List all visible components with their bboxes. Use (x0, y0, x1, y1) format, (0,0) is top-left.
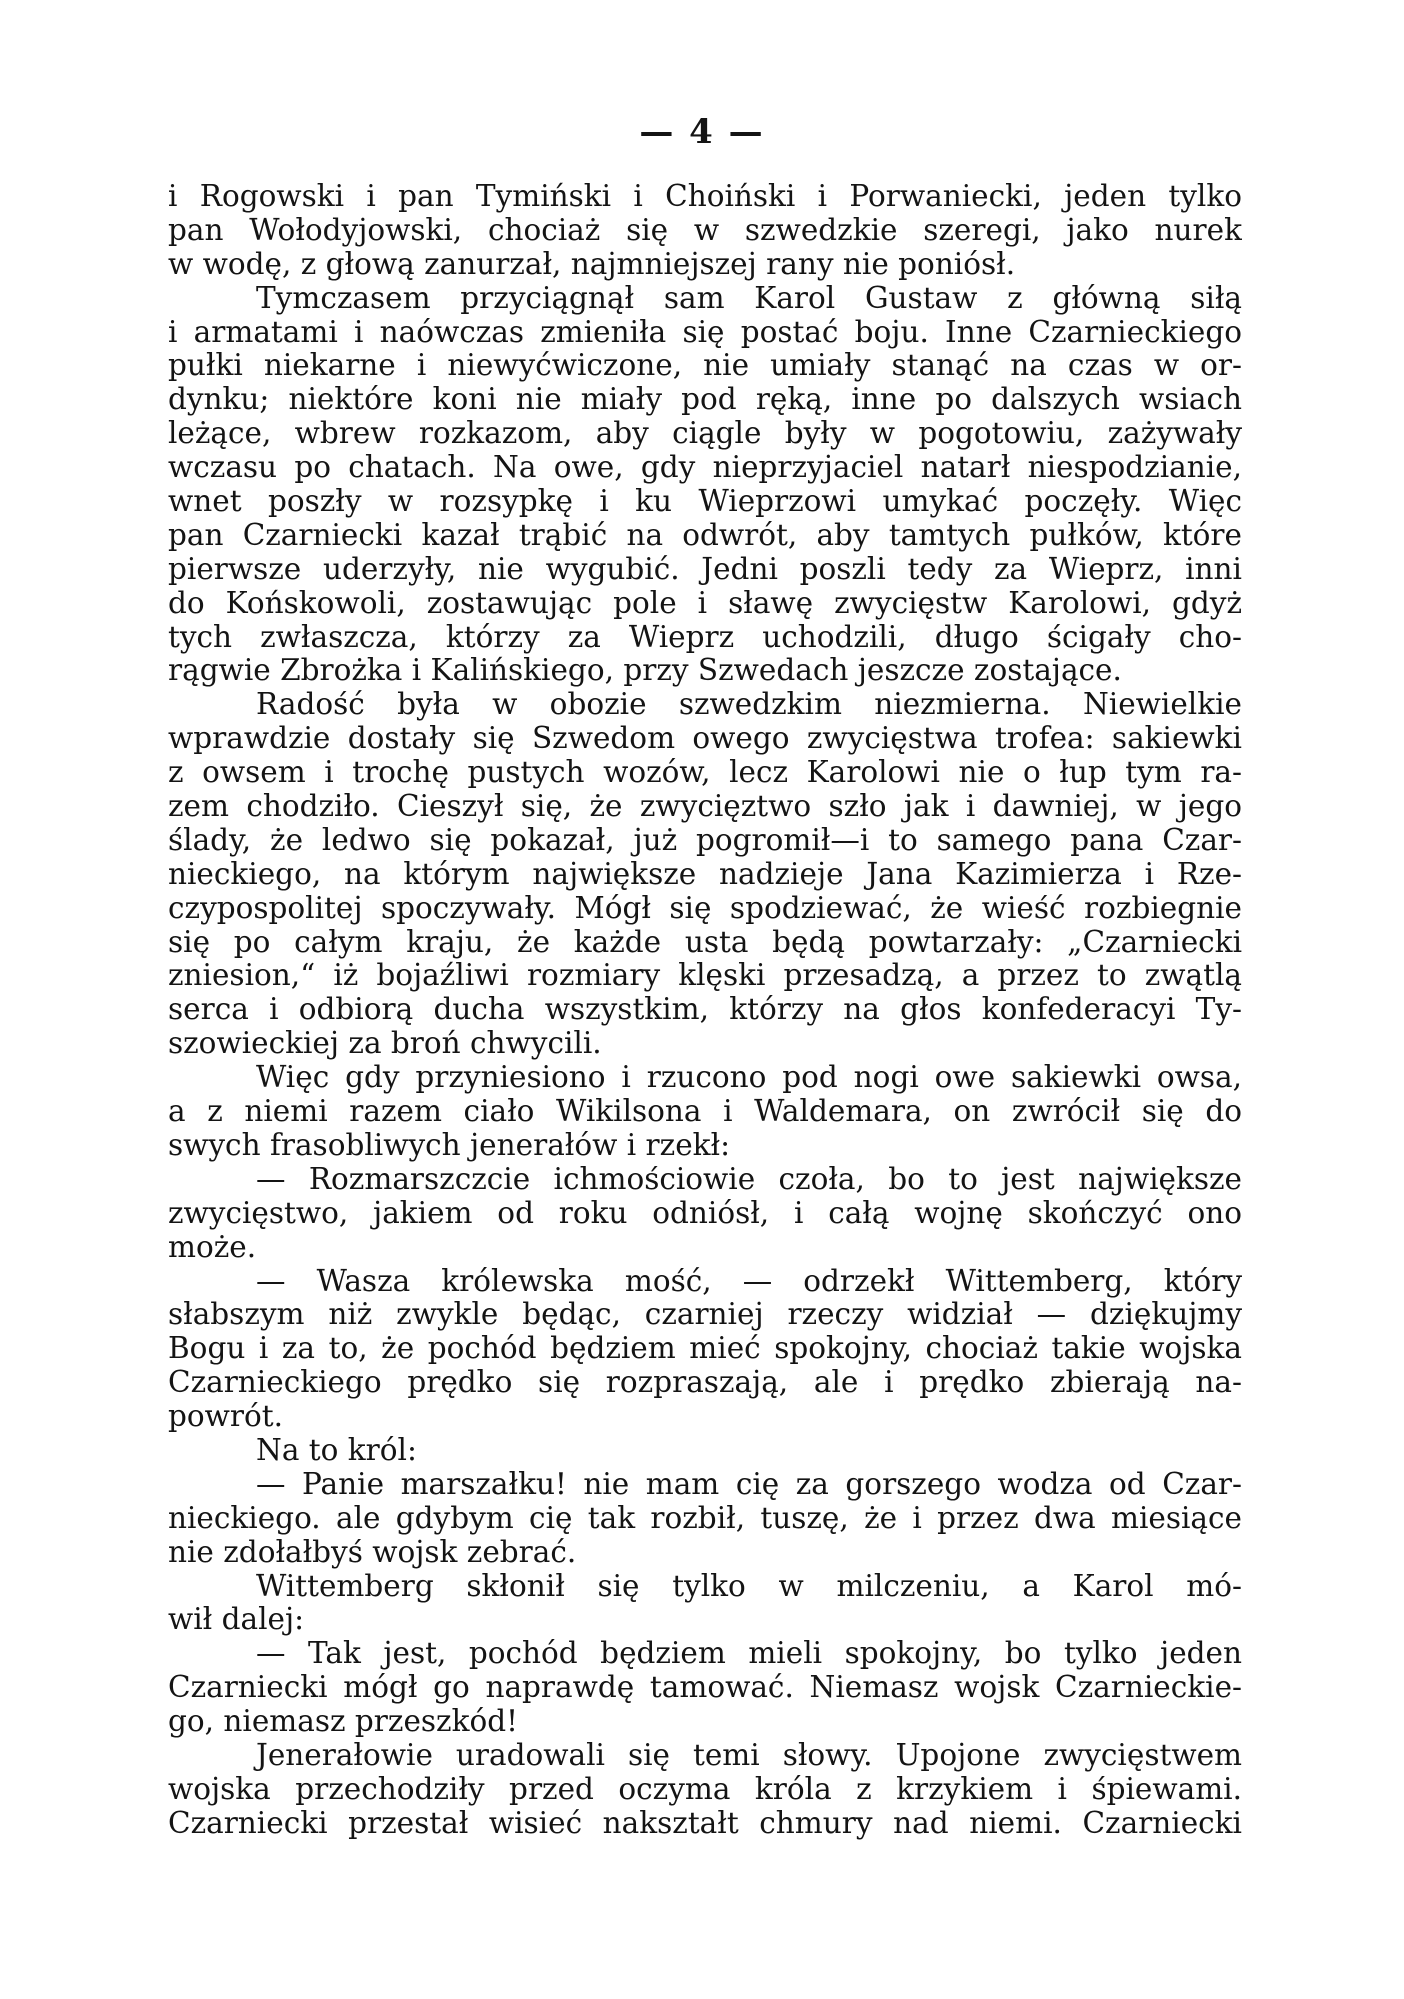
text-line: nieckiego, na którym największe nadzieje Jana Kazimierza i Rze- (168, 857, 1242, 891)
text-line: się po całym kraju, że każde usta będą powtarzały: „Czarniecki (168, 925, 1242, 959)
text-line: a z niemi razem ciało Wikilsona i Waldemara, on zwrócił się do (168, 1095, 1242, 1129)
text-line: dynku; niektóre koni nie miały pod ręką, inne po dalszych wsiach (168, 383, 1242, 417)
text-line: Radość była w obozie szwedzkim niezmierna. Niewielkie (256, 688, 1242, 722)
text-line: i armatami i naówczas zmieniła się postać boju. Inne Czarnieckiego (168, 315, 1242, 349)
text-line: wojska przechodziły przed oczyma króla z krzykiem i śpiewami. (168, 1772, 1242, 1806)
text-line: — Wasza królewska mość, — odrzekł Wittemberg, który (256, 1264, 1242, 1298)
text-line: wprawdzie dostały się Szwedom owego zwycięstwa trofea: sakiewki (168, 722, 1242, 756)
text-line: Czarniecki przestał wisieć nakształt chmury nad niemi. Czarniecki (168, 1806, 1242, 1840)
text-line: zem chodziło. Cieszył się, że zwycięztwo szło jak i dawniej, w jego (168, 790, 1242, 824)
text-line: pan Wołodyjowski, chociaż się w szwedzkie szeregi, jako nurek (168, 213, 1242, 247)
text-line: Bogu i za to, że pochód będziem mieć spokojny, chociaż takie wojska (168, 1332, 1242, 1366)
text-line: Czarnieckiego prędko się rozpraszają, ale i prędko zbierają na- (168, 1366, 1242, 1400)
text-line: Na to król: (256, 1433, 417, 1467)
text-line: nieckiego. ale gdybym cię tak rozbił, tuszę, że i przez dwa miesiące (168, 1501, 1242, 1535)
text-line: nie zdołałbyś wojsk zebrać. (168, 1535, 577, 1569)
text-line: rągwie Zbrożka i Kalińskiego, przy Szwedach jeszcze zostające. (168, 654, 1122, 688)
text-line: czypospolitej spoczywały. Mógł się spodziewać, że wieść rozbiegnie (168, 891, 1242, 925)
text-line: ślady, że ledwo się pokazał, już pogromił—i to samego pana Czar- (168, 823, 1242, 857)
text-line: wił dalej: (168, 1603, 305, 1637)
text-line: i Rogowski i pan Tymiński i Choiński i Porwaniecki, jeden tylko (168, 180, 1242, 213)
text-line: z owsem i trochę pustych wozów, lecz Karolowi nie o łup tym ra- (168, 756, 1242, 790)
text-line: szowieckiej za broń chwycili. (168, 1027, 602, 1061)
text-line: serca i odbiorą ducha wszystkim, którzy na głos konfederacyi Ty- (168, 993, 1242, 1027)
text-line: może. (168, 1230, 257, 1264)
text-line: — Panie marszałku! nie mam cię za gorszego wodza od Czar- (256, 1467, 1242, 1501)
text-line: wczasu po chatach. Na owe, gdy nieprzyjaciel natarł niespodzianie, (168, 451, 1242, 485)
text-line: w wodę, z głową zanurzał, najmniejszej rany nie poniósł. (168, 247, 1016, 281)
text-line: — Tak jest, pochód będziem mieli spokojny, bo tylko jeden (256, 1637, 1242, 1671)
text-line: swych frasobliwych jenerałów i rzekł: (168, 1128, 731, 1162)
text-line: Więc gdy przyniesiono i rzucono pod nogi owe sakiewki owsa, (256, 1061, 1242, 1095)
page-number: — 4 — (639, 112, 765, 152)
text-line: leżące, wbrew rozkazom, aby ciągle były w pogotowiu, zażywały (168, 417, 1242, 451)
text-line: do Końskowoli, zostawując pole i sławę zwycięstw Karolowi, gdyż (168, 586, 1242, 620)
text-line: Tymczasem przyciągnął sam Karol Gustaw z główną siłą (256, 281, 1242, 315)
text-line: pan Czarniecki kazał trąbić na odwrót, aby tamtych pułków, które (168, 518, 1242, 552)
text-line: go, niemasz przeszkód! (168, 1705, 518, 1739)
text-line: pierwsze uderzyły, nie wygubić. Jedni poszli tedy za Wieprz, inni (168, 552, 1242, 586)
text-line: tych zwłaszcza, którzy za Wieprz uchodzili, długo ścigały cho- (168, 620, 1242, 654)
text-line: powrót. (168, 1400, 283, 1434)
text-line: Czarniecki mógł go naprawdę tamować. Niemasz wojsk Czarnieckie- (168, 1671, 1242, 1705)
text-line: pułki niekarne i niewyćwiczone, nie umiały stanąć na czas w or- (168, 349, 1242, 383)
text-line: słabszym niż zwykle będąc, czarniej rzeczy widział — dziękujmy (168, 1298, 1242, 1332)
text-line: Wittemberg skłonił się tylko w milczeniu, a Karol mó- (256, 1569, 1242, 1603)
text-line: wnet poszły w rozsypkę i ku Wieprzowi umykać poczęły. Więc (168, 485, 1242, 519)
text-line: — Rozmarszczcie ichmościowie czoła, bo to jest największe (256, 1162, 1242, 1196)
text-line: Jenerałowie uradowali się temi słowy. Upojone zwycięstwem (256, 1738, 1242, 1772)
body-text (168, 180, 1242, 1841)
text-line: zniesion,“ iż bojaźliwi rozmiary klęski przesadzą, a przez to zwątlą (168, 959, 1242, 993)
text-line: zwycięstwo, jakiem od roku odniósł, i całą wojnę skończyć ono (168, 1196, 1242, 1230)
